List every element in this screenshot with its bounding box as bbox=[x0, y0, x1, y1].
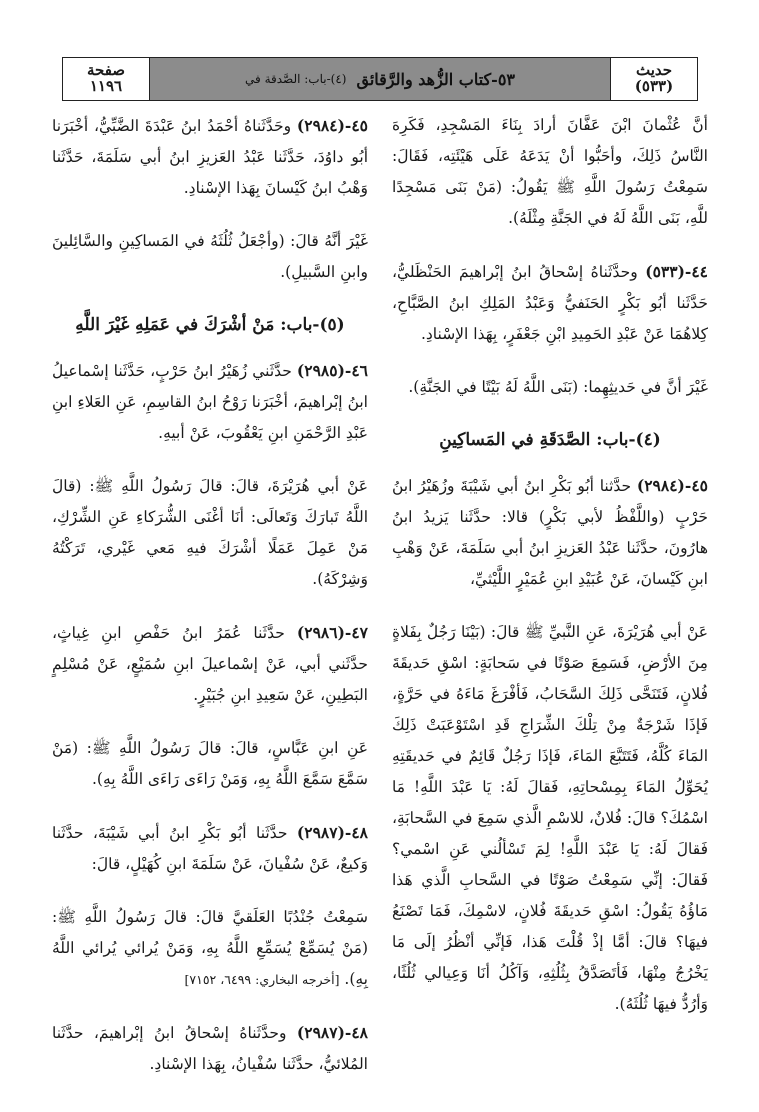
page-number: ١١٩٦ bbox=[89, 77, 123, 95]
hadith-number: ٤٤-(٥٣٣) bbox=[645, 262, 708, 281]
hadith-paragraph bbox=[52, 110, 368, 204]
hadith-number: ٤٦-(٢٩٨٥) bbox=[296, 361, 368, 380]
hadith-text-paragraph bbox=[392, 372, 708, 403]
page-label: صفحة bbox=[86, 61, 126, 80]
hadith-text-paragraph bbox=[52, 902, 368, 995]
source-reference: [أخرجه البخاري: ٦٤٩٩، ٧١٥٢] bbox=[184, 972, 340, 987]
right-text-column bbox=[392, 110, 708, 1042]
hadith-text: غَيْرَ أنَّهُ قالَ: (وأجْعَلُ ثُلُثَهُ في المَساكِينِ والسَّائِلينَ وابنِ السَّبيلِ). bbox=[52, 232, 368, 281]
hadith-text: سَمِعْتُ جُنْدُبًا العَلَقيَّ قالَ: قالَ رَسُولُ اللَّهِ ﷺ: (مَنْ يُسَمِّعْ يُسَمِّعِ اللَّهُ بِهِ، وَمَنْ يُرائي يُرائي اللَّهُ بِهِ). bbox=[52, 908, 368, 988]
hadith-text-paragraph bbox=[52, 226, 368, 288]
hadith-paragraph bbox=[392, 470, 708, 595]
hadith-text: عَنْ أبي هُرَيْرَةَ، عَنِ النَّبيِّ ﷺ قالَ: (بَيْنَا رَجُلٌ بِفَلاةٍ مِنَ الأرْضِ، فَسَمِعَ صَوْتًا في سَحابَةٍ: اسْقِ حَديقَةَ فُلانٍ، فَتَنَحَّى ذَلِكَ السَّحَابُ، فَأفْرَغَ مَاءَهُ في حَرَّةٍ، فَإذَا شَرْجَةٌ مِنْ تِلْكَ الشِّرَاجِ قَدِ اسْتَوْعَبَتْ ذَلِكَ المَاءَ كُلَّهُ، فَتَتَبَّعَ المَاءَ، فَإذَا رَجُلٌ قَائِمٌ في حَديقَتِهِ يُحَوِّلُ المَاءَ بِمِسْحاتِهِ، فَقالَ لَهُ: يَا عَبْدَ اللَّهِ! مَا اسْمُكَ؟ قالَ: فُلانٌ، للاسْمِ الَّذي سَمِعَ في السَّحابَةِ، فَقالَ لَهُ: يَا عَبْدَ اللَّهِ! لِمَ تَسْألُني عَنِ اسْمي؟ فَقالَ: إنِّي سَمِعْتُ صَوْتًا في السَّحابِ الَّذي هَذا مَاؤُهُ يَقُولُ: اسْقِ حَديقَةَ فُلانٍ، لاسْمِكَ، فَمَا تَصْنَعُ فيهَا؟ قالَ: أمَّا إذْ قُلْتَ هَذا، فَإنِّي أنْظُرُ إلَى مَا يَخْرُجُ مِنْهَا، فَأتَصَدَّقُ بِثُلُثِهِ، وَآكُلُ أنَا وَعِيالي ثُلُثًا، وَأرُدُّ فيهَا ثُلُثَهُ). bbox=[391, 623, 708, 1013]
book-title: ٥٣-كتاب الزُّهد والرَّقائق bbox=[356, 69, 515, 89]
hadith-text: وحَدَّثَناهُ أحْمَدُ ابنُ عَبْدَةَ الضَّبِّيُّ، أخْبَرَنا أبُو داوُدَ، حَدَّثَنا عَبْدُ العَزيزِ ابنُ أبي سَلَمَةَ، حَدَّثَنا وَهْبُ ابنُ كَيْسانَ بِهَذا الإسْنادِ. bbox=[52, 117, 368, 197]
hadith-paragraph bbox=[52, 817, 368, 880]
hadith-number: ٤٥-(٢٩٨٤) bbox=[296, 116, 368, 135]
hadith-paragraph bbox=[52, 1017, 368, 1080]
hadith-text: حدَّثَني زُهَيْرُ ابنُ حَرْبٍ، حَدَّثَنا إسْماعيلُ ابنُ إبْراهيمَ، أخْبَرَنا رَوْحُ ابنُ القاسِمِ، عَنِ العَلاءِ ابنِ عَبْدِ الرَّحْمَنِ ابنِ يَعْقُوبَ، عَنْ أبيهِ. bbox=[52, 362, 368, 442]
chapter-heading: (٤)-باب: الصَّدَقَةِ في المَساكِينِ bbox=[439, 430, 661, 450]
hadith-number: ٤٨-(٢٩٨٧) bbox=[296, 823, 368, 842]
hadith-number: ٤٨-(٢٩٨٧) bbox=[296, 1023, 368, 1042]
hadith-text: عَنْ أبي هُرَيْرَةَ، قالَ: قالَ رَسُولُ اللَّهِ ﷺ: (قالَ اللَّهُ تَبارَكَ وَتَعالَى: أنَا أغْنَى الشُّرَكاءِ عَنِ الشِّرْكِ، مَنْ عَمِلَ عَمَلًا أشْرَكَ فيهِ مَعي غَيْري، تَرَكْتُهُ وَشِرْكَهُ). bbox=[52, 477, 368, 588]
book-title-bar bbox=[149, 58, 611, 100]
hadith-label: حديث bbox=[635, 61, 673, 80]
hadith-number: (٥٣٣) bbox=[634, 77, 674, 95]
hadith-text-paragraph bbox=[52, 733, 368, 795]
hadith-text: أنَّ عُثْمانَ ابْنَ عَفَّانَ أرادَ بِنَاءَ المَسْجِدِ، فَكَرِهَ النَّاسُ ذَلِكَ، وأحَبُّوا أنْ يَدَعَهُ عَلَى هَيْئَتِه، فَقَالَ: سَمِعْتُ رَسُولَ اللَّهِ ﷺ يَقُولُ: (مَنْ بَنَى مَسْجِدًا للَّهِ، بَنَى اللَّهُ لَهُ في الجَنَّةِ مِثْلَهُ). bbox=[392, 116, 708, 227]
hadith-text-paragraph bbox=[392, 110, 708, 234]
hadith-text: حدَّثَنا عُمَرُ ابنُ حَفْصِ ابنِ غِياثٍ، حدَّثَني أبي، عَنْ إسْماعيلَ ابنِ سُمَيْعٍ، عَنْ مُسْلِمٍ البَطِينِ، عَنْ سَعِيدِ ابنِ جُبَيْرٍ. bbox=[52, 624, 368, 704]
chapter-subtitle: (٤)-باب: الصَّدقة في bbox=[245, 72, 347, 86]
hadith-text: وحدَّثَناهُ إسْحاقُ ابنُ إبْراهيمَ الحَنْظَليُّ، حَدَّثَنا أبُو بَكْرٍ الحَنَفيُّ وَعَبْدُ المَلِكِ ابنُ الصَّبَّاحِ، كِلاهُمَا عَنْ عَبْدِ الحَمِيدِ ابْنِ جَعْفَرٍ، بِهَذا الإسْنادِ. bbox=[392, 263, 708, 343]
hadith-text: وحدَّثَناهُ إسْحاقُ ابنُ إبْراهيمَ، حدَّثَنا المُلائيُّ، حدَّثَنا سُفْيانُ، بِهَذا الإسْنادِ. bbox=[52, 1024, 368, 1073]
chapter-heading: (٥)-باب: مَنْ أشْرَكَ في عَمَلِهِ غَيْرَ اللَّهِ bbox=[75, 315, 345, 335]
hadith-paragraph bbox=[392, 256, 708, 350]
hadith-text-paragraph bbox=[392, 617, 708, 1020]
hadith-text-paragraph bbox=[52, 471, 368, 595]
running-header bbox=[62, 57, 698, 101]
hadith-text: عَنِ ابنِ عَبَّاسٍ، قالَ: قالَ رَسُولُ اللَّهِ ﷺ: (مَنْ سَمَّعَ سَمَّعَ اللَّهُ بِهِ، وَمَنْ رَاءَى رَاءَى اللَّهُ بِهِ). bbox=[52, 739, 368, 788]
hadith-text: حدَّثنا أبُو بَكْرِ ابنُ أبي شَيْبَةَ وزُهَيْرُ ابنُ حَرْبٍ (واللَّفْظُ لأبي بَكْرٍ) قالا: حدَّثَنا يَزيدُ ابنُ هارُونَ، حدَّثَنا عَبْدُ العَزيزِ ابنُ أبي سَلَمَةَ، عَنْ وَهْبِ ابنِ كَيْسانَ، عَنْ عُبَيْدِ ابنِ عُمَيْرٍ اللَّيْثيِّ، bbox=[392, 477, 708, 588]
hadith-number: ٤٥-(٢٩٨٤) bbox=[636, 476, 708, 495]
hadith-paragraph bbox=[52, 355, 368, 449]
hadith-paragraph bbox=[52, 617, 368, 711]
left-text-column bbox=[52, 110, 368, 1102]
hadith-text: حدَّثَنا أبُو بَكْرِ ابنُ أبي شَيْبَةَ، حدَّثَنا وَكيعٌ، عَنْ سُفْيانَ، عَنْ سَلَمَةَ ابنِ كُهَيْلٍ، قالَ: bbox=[52, 824, 368, 873]
page-number-box bbox=[63, 58, 149, 100]
hadith-number: ٤٧-(٢٩٨٦) bbox=[296, 623, 368, 642]
hadith-number-box bbox=[611, 58, 697, 100]
hadith-text: غَيْرَ أنَّ في حَديثِهِما: (بَنَى اللَّهُ لَهُ بَيْتًا في الجَنَّةِ). bbox=[408, 378, 708, 396]
